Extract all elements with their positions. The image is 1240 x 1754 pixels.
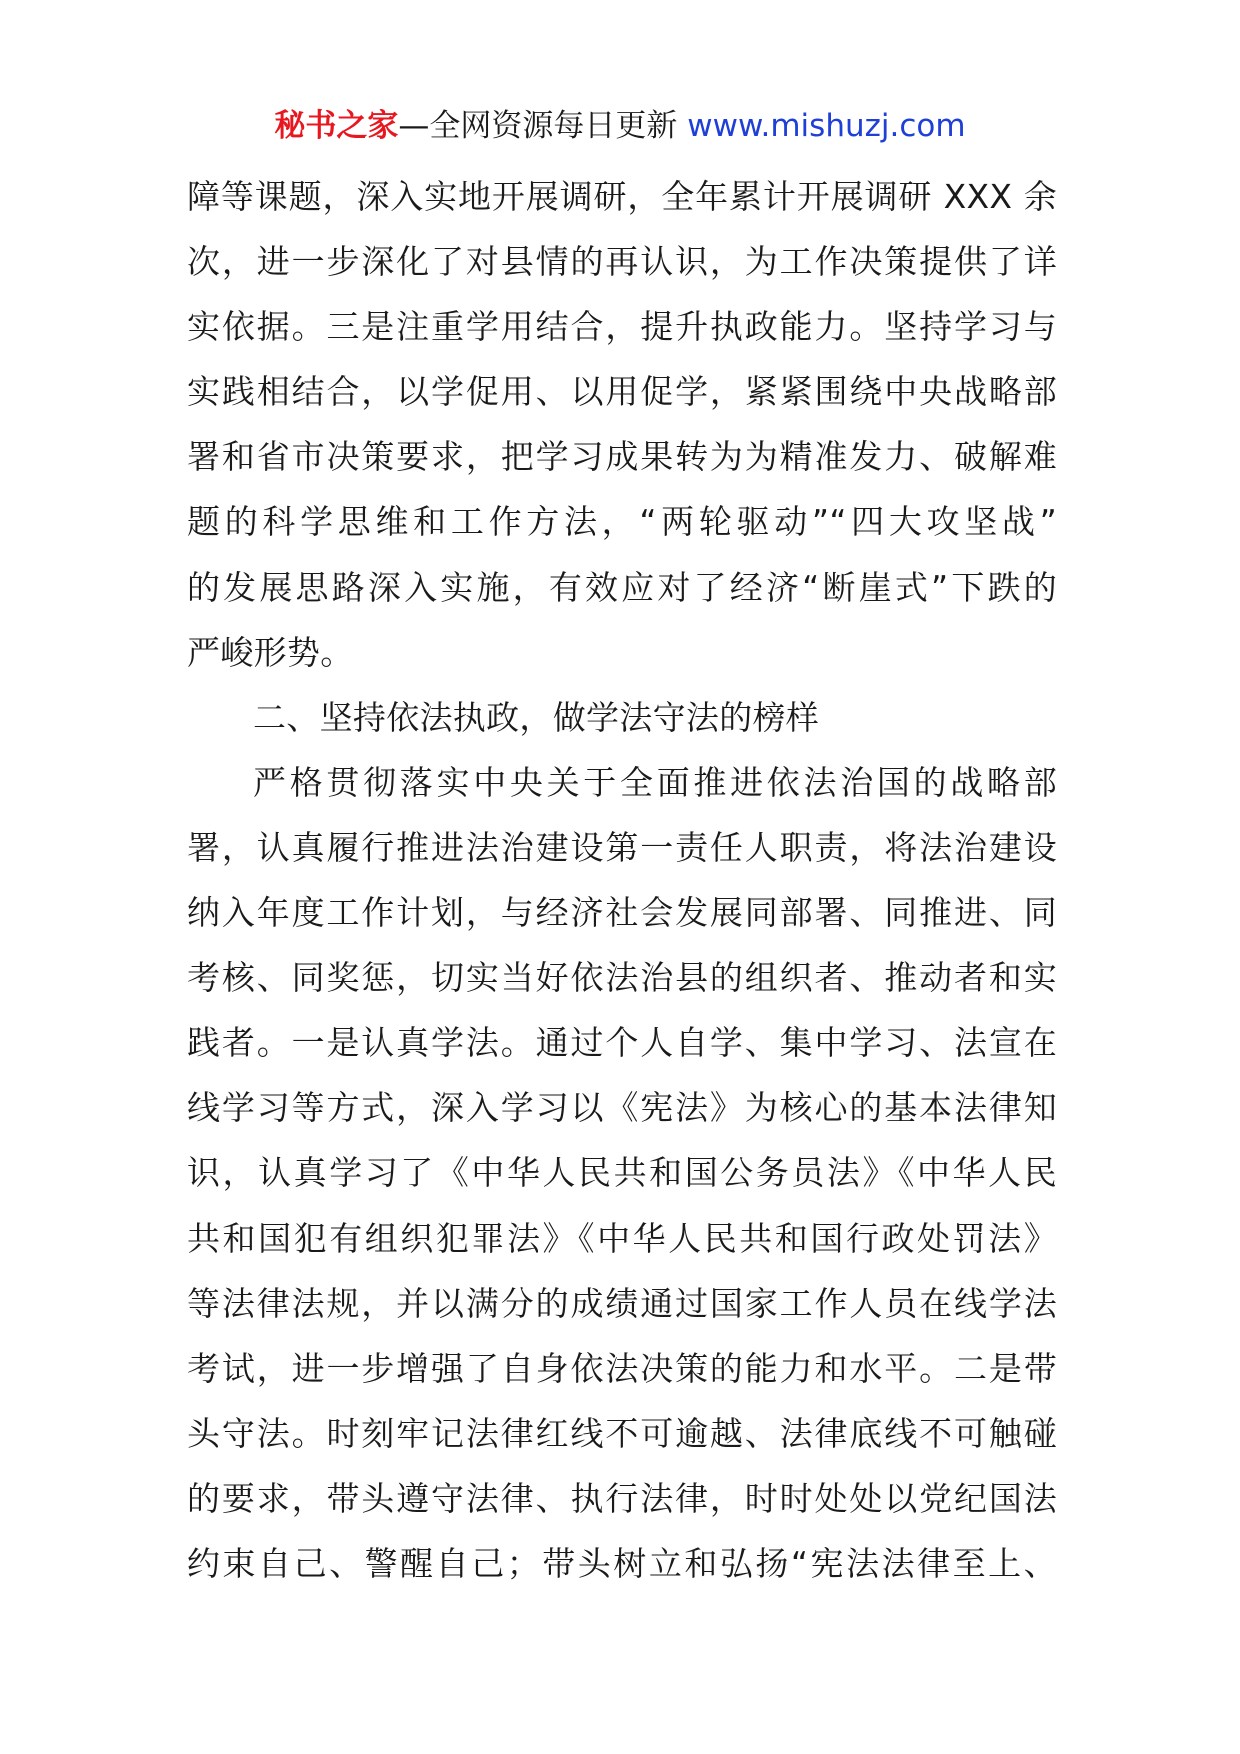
body-line: 识，认真学习了《中华人民共和国公务员法》《中华人民: [187, 1153, 1057, 1193]
body-line: 题的科学思维和工作方法，“两轮驱动”“四大攻坚战”: [187, 502, 1057, 542]
body-line: 严峻形势。: [187, 632, 354, 672]
body-line: 署，认真履行推进法治建设第一责任人职责，将法治建设: [187, 827, 1057, 867]
document-body: [187, 164, 1057, 1596]
section-heading: 二、坚持依法执政，做学法守法的榜样: [253, 697, 820, 737]
body-line: 实依据。三是注重学用结合，提升执政能力。坚持学习与: [187, 307, 1057, 347]
body-line: 践者。一是认真学法。通过个人自学、集中学习、法宣在: [187, 1023, 1057, 1063]
body-line: 线学习等方式，深入学习以《宪法》为核心的基本法律知: [187, 1088, 1057, 1128]
body-line: 考核、同奖惩，切实当好依法治县的组织者、推动者和实: [187, 958, 1057, 998]
brand-name: 秘书之家: [274, 108, 399, 144]
body-line: 严格贯彻落实中央关于全面推进依法治国的战略部: [253, 762, 1057, 802]
body-line: 等法律法规，并以满分的成绩通过国家工作人员在线学法: [187, 1283, 1057, 1323]
body-line: 的要求，带头遵守法律、执行法律，时时处处以党纪国法: [187, 1478, 1057, 1518]
header-slogan: —全网资源每日更新: [398, 108, 688, 144]
body-line: 次，进一步深化了对县情的再认识，为工作决策提供了详: [187, 242, 1057, 282]
body-line: 纳入年度工作计划，与经济社会发展同部署、同推进、同: [187, 893, 1057, 933]
body-line: 实践相结合，以学促用、以用促学，紧紧围绕中央战略部: [187, 372, 1057, 412]
body-line: 障等课题，深入实地开展调研，全年累计开展调研 XXX 余: [187, 177, 1057, 216]
body-line: 考试，进一步增强了自身依法决策的能力和水平。二是带: [187, 1348, 1057, 1388]
body-line: 署和省市决策要求，把学习成果转为为精准发力、破解难: [187, 437, 1057, 477]
site-url-link[interactable]: www.mishuzj.com: [687, 108, 966, 144]
body-line: 约束自己、警醒自己；带头树立和弘扬“宪法法律至上、: [187, 1543, 1057, 1583]
body-line: 共和国犯有组织犯罪法》《中华人民共和国行政处罚法》: [187, 1218, 1057, 1258]
site-header: [0, 104, 1240, 148]
body-line: 的发展思路深入实施，有效应对了经济“断崖式”下跌的: [187, 567, 1057, 607]
body-line: 头守法。时刻牢记法律红线不可逾越、法律底线不可触碰: [187, 1413, 1057, 1453]
